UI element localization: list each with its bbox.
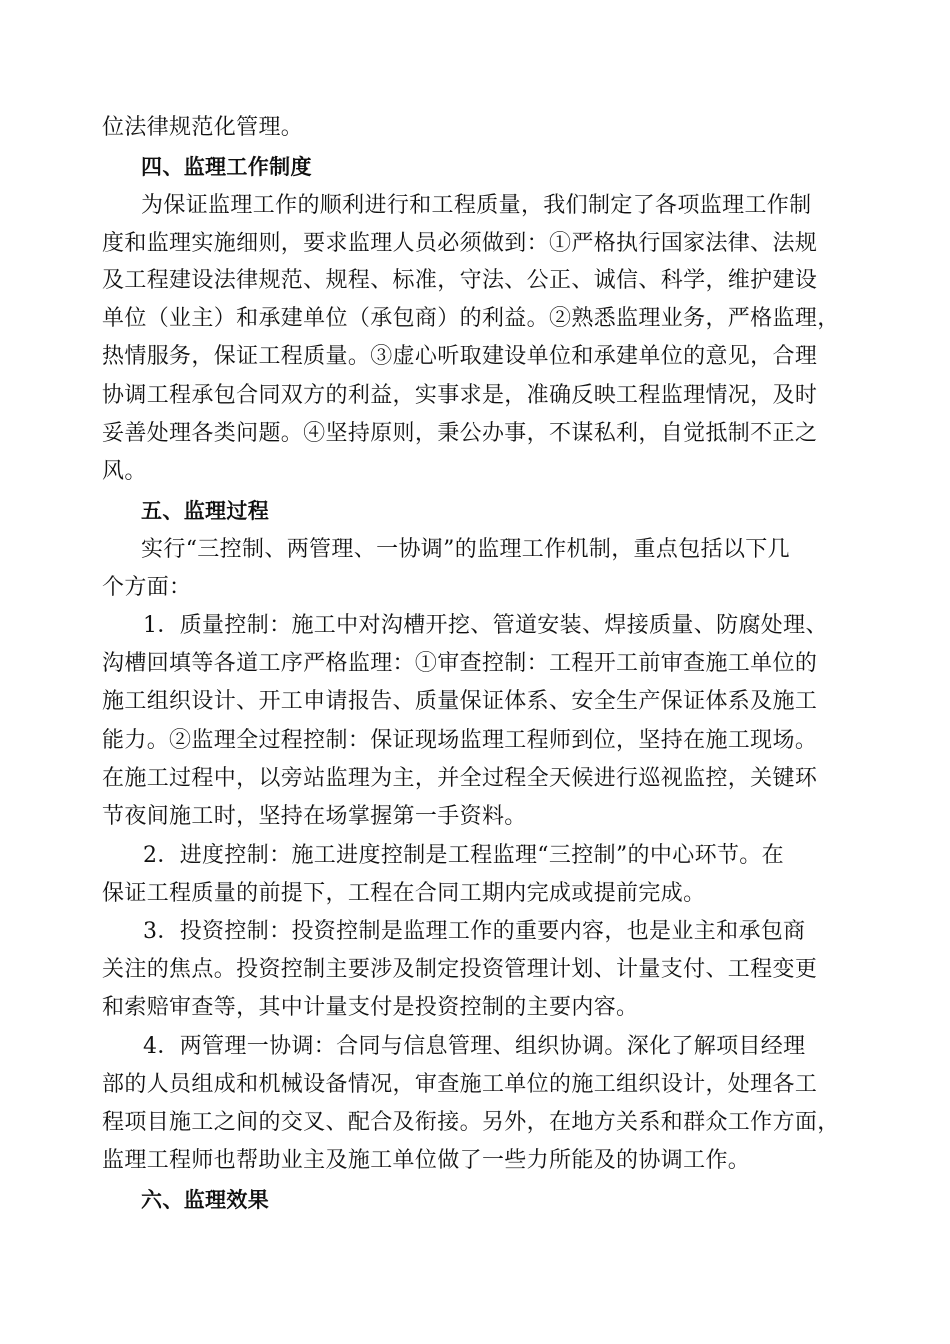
text-line: 在施工过程中，以旁站监理为主，并全过程全天候进行巡视监控，关键环 (102, 766, 818, 791)
text-line: 位法律规范化管理。 (102, 115, 304, 140)
text-line: 单位（业主）和承建单位（承包商）的利益。②熟悉监理业务，严格监理， (102, 306, 840, 331)
text-line: 妥善处理各类问题。④坚持原则，秉公办事，不谋私利，自觉抵制不正之 (102, 421, 818, 446)
text-line: 部的人员组成和机械设备情况，审查施工单位的施工组织设计，处理各工 (102, 1072, 818, 1097)
text-line: 及工程建设法律规范、规程、标准，守法、公正、诚信、科学，维护建设 (102, 268, 818, 293)
section-heading-5: 五、监理过程 (141, 499, 270, 523)
section-heading-4: 四、监理工作制度 (141, 155, 312, 179)
paragraph-first-line: 为保证监理工作的顺利进行和工程质量，我们制定了各项监理工作制 (141, 193, 812, 218)
text-line: 度和监理实施细则，要求监理人员必须做到：①严格执行国家法律、法规 (102, 231, 818, 256)
numbered-item-4: 4．两管理一协调：合同与信息管理、组织协调。深化了解项目经理 (143, 1034, 806, 1059)
text-line: 施工组织设计、开工申请报告、质量保证体系、安全生产保证体系及施工 (102, 689, 818, 714)
text-line: 节夜间施工时，坚持在场掌握第一手资料。 (102, 804, 527, 829)
text-line: 风。 (102, 459, 147, 484)
text-line: 程项目施工之间的交叉、配合及衔接。另外，在地方关系和群众工作方面， (102, 1110, 840, 1135)
text-line: 能力。②监理全过程控制：保证现场监理工程师到位，坚持在施工现场。 (102, 728, 818, 753)
text-line: 和索赔审查等，其中计量支付是投资控制的主要内容。 (102, 995, 639, 1020)
numbered-item-1: 1．质量控制：施工中对沟槽开挖、管道安装、焊接质量、防腐处理、 (143, 613, 828, 638)
numbered-item-2: 2．进度控制：施工进度控制是工程监理“三控制”的中心环节。在 (143, 843, 784, 868)
text-line: 协调工程承包合同双方的利益，实事求是，准确反映工程监理情况，及时 (102, 383, 818, 408)
numbered-item-3: 3．投资控制：投资控制是监理工作的重要内容，也是业主和承包商 (143, 919, 806, 944)
text-line: 沟槽回填等各道工序严格监理：①审查控制：工程开工前审查施工单位的 (102, 651, 818, 676)
section-heading-6: 六、监理效果 (141, 1188, 270, 1212)
text-line: 监理工程师也帮助业主及施工单位做了一些力所能及的协调工作。 (102, 1148, 751, 1173)
paragraph-first-line: 实行“三控制、两管理、一协调”的监理工作机制，重点包括以下几 (141, 537, 790, 562)
text-line: 关注的焦点。投资控制主要涉及制定投资管理计划、计量支付、工程变更 (102, 957, 818, 982)
text-line: 保证工程质量的前提下，工程在合同工期内完成或提前完成。 (102, 881, 706, 906)
text-line: 个方面： (102, 575, 192, 600)
text-line: 热情服务，保证工程质量。③虚心听取建设单位和承建单位的意见，合理 (102, 344, 818, 369)
